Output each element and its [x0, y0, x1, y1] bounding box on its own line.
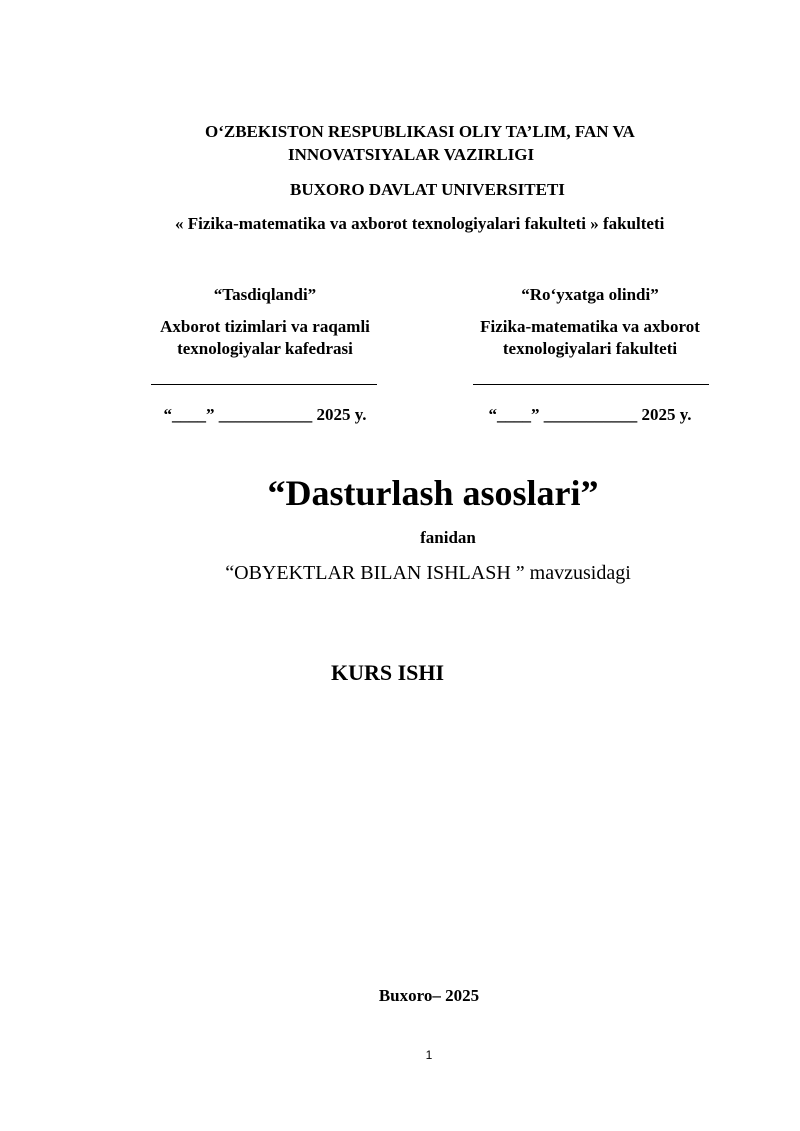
- city-year: Buxoro– 2025: [378, 986, 480, 1005]
- page-number: 1: [425, 1048, 433, 1062]
- approval-department-right: Fizika-matematika va axborot texnologiyalari fakulteti: [480, 317, 700, 358]
- topic-title: “OBYEKTLAR BILAN ISHLASH ” mavzusidagi: [225, 562, 631, 584]
- signature-line-left: [151, 384, 377, 385]
- subject-label: fanidan: [420, 528, 476, 547]
- approval-date-left: “____” ___________ 2025 y.: [163, 405, 367, 424]
- course-title: “Dasturlash asoslari”: [267, 473, 599, 513]
- signature-line-right: [473, 384, 709, 385]
- ministry-name-line1: O‘ZBEKISTON RESPUBLIKASI OLIY TA’LIM, FAN VA: [205, 122, 635, 141]
- approval-date-right: “____” ___________ 2025 y.: [488, 405, 692, 424]
- approval-status-right: “Ro‘yxatga olindi”: [521, 285, 659, 304]
- work-type: KURS ISHI: [331, 660, 445, 685]
- faculty-name: « Fizika-matematika va axborot texnologiyalari fakulteti » fakulteti: [175, 214, 665, 233]
- approval-department-left: Axborot tizimlari va raqamli texnologiyalar kafedrasi: [160, 317, 370, 358]
- approval-status-left: “Tasdiqlandi”: [213, 285, 317, 304]
- ministry-name-line2: INNOVATSIYALAR VAZIRLIGI: [288, 145, 535, 164]
- university-name: BUXORO DAVLAT UNIVERSITETI: [290, 180, 565, 199]
